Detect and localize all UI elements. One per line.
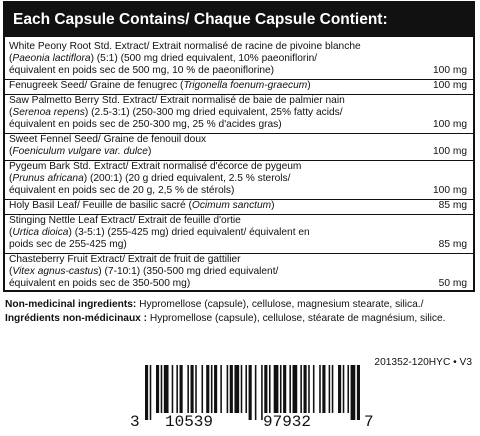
ingredient-text: ( [9,266,13,277]
barcode-bar [145,365,148,420]
barcode-bar [269,365,271,413]
ingredient-text-line [9,80,403,92]
ingredient-text-line [9,239,403,251]
barcode-digit-left: 3 [130,413,140,431]
barcode-bar [357,365,360,420]
botanical-name: Trigonella foenum-graecum [183,80,308,91]
barcode-bar [191,365,194,413]
ingredient-row [5,254,473,292]
ingredient-text: équivalent en poids sec de 500 mg, 10 % de paeoniflorine) [9,65,275,76]
ingredient-text: ( [9,107,13,118]
barcode-bar [211,365,213,413]
ingredient-text: équivalent en poids sec de 250-300 mg, 25 % d'acides gras) [9,119,282,130]
barcode-bar [332,365,334,413]
ingredient-text-line [9,107,469,119]
ingredient-amount: 85 mg [438,200,467,211]
ingredient-text: ) (7-10:1) (350-500 mg dried equivalent/ [98,266,279,277]
barcode-bar [227,365,229,413]
ingredient-amount: 100 mg [433,185,467,196]
ingredient-row [5,200,473,215]
barcode-bar [347,365,349,413]
ingredient-amount: 100 mg [433,80,467,91]
ingredient-text: Fenugreek Seed/ Graine de fenugrec ( [9,80,184,91]
barcode-bar [172,365,174,413]
ingredient-text: White Peony Root Std. Extract/ Extrait normalisé de racine de pivoine blanche [9,41,361,52]
botanical-name: Prunus africana [12,173,84,184]
barcode-bar [280,365,282,413]
barcode-bar [249,365,252,420]
ingredient-text: ) (3-5:1) (255-425 mg) dried equivalent/ équivalent en [68,227,310,238]
barcode-bar [322,365,325,413]
barcode-bar [319,365,321,413]
botanical-name: Serenoa repens [12,107,85,118]
barcode-bar [289,365,291,413]
ingredient-text: ( [9,146,13,157]
non-medicinal-label-en: Non-medicinal ingredients: [5,299,137,310]
ingredient-row [5,134,473,161]
ingredient-text: Sweet Fennel Seed/ Graine de fenouil doux [9,134,207,145]
ingredient-text: Stinging Nettle Leaf Extract/ Extrait de feuille d'ortie [9,215,241,226]
barcode-bar [283,365,286,413]
ingredient-text-line [9,200,403,212]
ingredient-text: ) (2.5-3:1) (250-300 mg dried equivalent, 25% fatty acids/ [84,107,343,118]
ingredient-row [5,80,473,95]
ingredient-list [5,39,473,290]
barcode-bar [230,365,233,413]
barcode-bar [255,365,257,420]
botanical-name: Vitex agnus-castus [12,266,99,277]
barcode-bar [195,365,197,413]
barcode-bar [308,365,310,413]
ingredient-text: ( [9,227,13,238]
ingredient-text-line [9,173,469,185]
ingredient-text: Chasteberry Fruit Extract/ Extrait de fruit de gattilier [9,254,241,265]
ingredient-text-line [9,185,403,197]
barcode-bar [261,365,263,420]
barcode-bar [343,365,345,413]
non-medicinal-text-en: Hypromellose (capsule), cellulose, magnesium stearate, silica./ [136,299,424,310]
barcode-bar [241,365,243,413]
barcode-bar [202,365,204,413]
ingredient-text: ) (200:1) (20 g dried equivalent, 2.5 % sterols/ [83,173,291,184]
ingredient-text: ) [147,146,152,157]
ingredient-amount: 100 mg [433,119,467,130]
barcode-digits-group-2: 97932 [263,413,312,431]
barcode-bar [187,365,189,413]
ingredient-text-line [9,254,469,266]
ingredient-text-line [9,146,403,158]
barcode-bar [161,365,163,413]
barcode-bar [264,365,267,413]
barcode-bar [206,365,209,413]
ingredient-text: équivalent en poids sec de 350-500 mg) [9,278,191,289]
ingredient-text-line [9,227,469,239]
barcode-digits-group-1: 10539 [165,413,214,431]
barcode-bar [313,365,315,413]
ingredient-text-line [9,278,403,290]
ingredient-text-line [9,134,469,146]
barcode-bar [274,365,279,413]
ingredient-text: ) (5:1) (500 mg dried equivalent, 10% paeoniflorin/ [90,53,318,64]
non-medicinal-text-fr: Hypromellose (capsule), cellulose, stéarate de magnésium, silice. [147,313,446,324]
botanical-name: Foeniculum vulgare var. dulce [12,146,148,157]
barcode-bar [304,365,307,413]
botanical-name: Paeonia lactiflora [12,53,91,64]
ingredient-text: poids sec de 255-425 mg) [9,239,127,250]
product-code: 201352-120HYC • V3 [374,357,472,368]
barcode-bar [234,365,239,413]
ingredient-text: ) [307,80,311,91]
ingredient-text-line [9,41,469,53]
ingredient-text: ) [271,200,275,211]
panel-header: Each Capsule Contains/ Chaque Capsule Contient: [5,3,473,37]
barcode-bar [329,365,331,413]
ingredient-text-line [9,215,469,227]
ingredient-row [5,215,473,254]
barcode-bar [293,365,298,413]
non-medicinal-ingredients [5,298,475,326]
botanical-name: Urtica dioica [12,227,69,238]
ingredient-amount: 50 mg [438,278,467,289]
ingredient-row [5,95,473,134]
barcode-bar [300,365,302,413]
barcode-bar [150,365,152,420]
barcode-bar [180,365,183,413]
ingredient-amount: 85 mg [438,239,467,250]
non-medicinal-label-fr: Ingrédients non-médicinaux : [5,313,148,324]
ingredient-text: ( [9,53,13,64]
ingredient-row [5,41,473,80]
ingredient-text: Holy Basil Leaf/ Feuille de basilic sacré ( [9,200,192,211]
ingredient-text: Pygeum Bark Std. Extract/ Extrait normalisé d'écorce de pygeum [9,161,302,172]
ingredient-amount: 100 mg [433,146,467,157]
barcode-bar [220,365,222,413]
ingredient-text-line [9,119,403,131]
ingredient-row [5,161,473,200]
barcode-bar [338,365,341,413]
ingredient-text-line [9,53,469,65]
ingredient-text: Saw Palmetto Berry Std. Extract/ Extrait normalisé de baie de palmier nain [9,95,345,106]
barcode-bar [214,365,217,413]
barcode-image [145,365,360,420]
barcode-bar [176,365,178,413]
ingredient-text-line [9,95,469,107]
barcode-digit-right: 7 [364,413,374,431]
ingredient-text: équivalent en poids sec de 20 g, 2,5 % de stérols) [9,185,235,196]
ingredient-text: ( [9,173,13,184]
barcode-bar [164,365,169,413]
supplement-facts-panel [3,1,475,292]
barcode-bar [351,365,356,420]
ingredient-text-line [9,266,469,278]
barcode-bar [156,365,159,413]
ingredient-text-line [9,161,469,173]
ingredient-text-line [9,65,403,77]
ingredient-amount: 100 mg [433,65,467,76]
botanical-name: Ocimum sanctum [191,200,272,211]
barcode-bar [245,365,247,413]
